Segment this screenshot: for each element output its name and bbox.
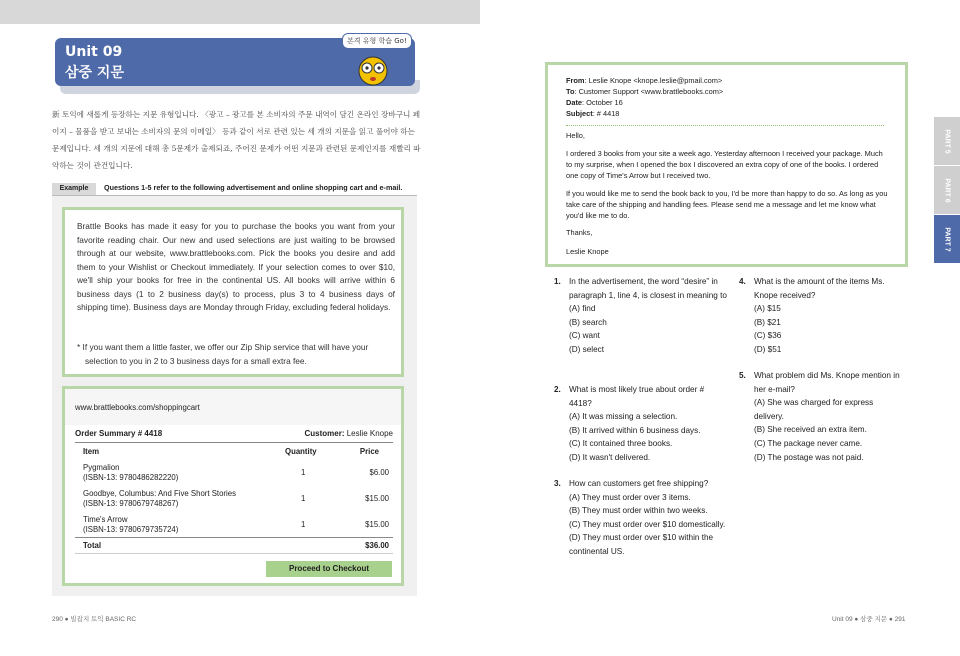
question-number: 2. (554, 385, 561, 394)
total-rule (75, 537, 393, 538)
option[interactable]: (C) It contained three books. (569, 439, 673, 449)
cart-item-isbn: (ISBN-13: 9780679748267) (83, 499, 179, 508)
example-tag: Example (52, 183, 96, 195)
go-badge: 본격 유형 학습 Go! (342, 33, 412, 49)
option[interactable]: (D) select (569, 344, 605, 354)
example-instruction: Questions 1-5 refer to the following advertisement and online shopping cart and e-mail. (104, 183, 403, 192)
advertisement-text: Brattle Books has made it easy for you to purchase the books you want from your favorite reading chair. Our new and used selections are just waiting to be browsed through at our website, www.brattlebooks.com. Pick the books you desire and add them to your Wishlist or Checkout immediately. If your selection comes to over $10, we'll ship your books for free in the continental US. All books will arrive within 6 business days (1 to 2 business day(s) to process, plus 3 to 4 business days of shipping time). Business days are Monday through Friday, excluding federal holidays. (77, 221, 395, 312)
proceed-to-checkout-button[interactable]: Proceed to Checkout (266, 561, 392, 577)
tab-part-5[interactable] (934, 117, 960, 165)
option[interactable]: (B) $21 (754, 317, 781, 327)
cart-item-title: Time's Arrow (83, 515, 128, 524)
cart-item-price: $15.00 (365, 494, 389, 503)
question-5 (739, 369, 905, 464)
option[interactable]: (B) It arrived within 6 business days. (569, 425, 701, 435)
cart-item-title: Pygmalion (83, 463, 120, 472)
total-label: Total (83, 541, 102, 550)
option[interactable]: (D) The postage was not paid. (754, 452, 864, 462)
email-to (566, 86, 723, 97)
from-value: : Leslie Knope <knope.leslie@pmail.com> (584, 76, 723, 85)
right-folio: Unit 09 ● 삼중 지문 ● 291 (832, 616, 906, 623)
email-header (566, 75, 723, 119)
cart-item-isbn: (ISBN-13: 9780486282220) (83, 473, 179, 482)
tab-label: PART 6 (943, 177, 951, 203)
option[interactable]: (A) She was charged for express delivery. (754, 398, 874, 421)
option[interactable]: (D) $51 (754, 344, 782, 354)
question-stem: How can customers get free shipping? (569, 479, 709, 488)
option[interactable]: (A) find (569, 304, 596, 314)
shopping-cart-box (62, 386, 404, 586)
advertisement-box (62, 207, 404, 377)
option[interactable]: (C) The package never came. (754, 438, 863, 448)
total-bottom-rule (75, 553, 393, 554)
question-stem: What problem did Ms. Knope mention in her e-mail? (754, 371, 900, 394)
total-value: $36.00 (365, 541, 389, 550)
option[interactable]: (A) It was missing a selection. (569, 412, 678, 422)
option[interactable]: (B) They must order within two weeks. (569, 506, 708, 516)
tab-part-6[interactable] (934, 166, 960, 214)
top-gray-band (0, 0, 480, 24)
intro-paragraph: 新 토익에 새롭게 등장하는 지문 유형입니다. 〈광고 – 광고를 본 소비자의 주문 내역이 담긴 온라인 장바구니 페이지 – 물품을 받고 보내는 소비자의 문의 이메일〉 등과 같이 서로 관련 있는 세 개의 지문을 읽고 풀어야 하는 문제입니다. 세 개의 지문에 대해 총 5문제가 출제되죠, 주어진 문제가 어떤 지문과 관련된 문제인지를 재빨리 파악하는 것이 관건입니다. (52, 110, 421, 170)
email-divider (566, 125, 884, 126)
subject-label: Subject (566, 109, 593, 118)
col-item: Item (83, 447, 100, 456)
email-paragraph-1: I ordered 3 books from your site a week ago. Yesterday afternoon I received your package. Much to my surprise, when I opened the box I discovered an extra copy of one of the books. I ordered one copy of Time's Arrow but I received two. (566, 149, 883, 180)
question-number: 4. (739, 277, 746, 286)
option[interactable]: (B) search (569, 317, 607, 327)
customer-label: Customer: (304, 429, 345, 438)
question-1 (554, 275, 729, 357)
question-2 (554, 383, 729, 465)
email-greeting: Hello, (566, 131, 585, 140)
order-summary: Order Summary # 4418 (75, 429, 163, 438)
order-summary-row (75, 425, 393, 443)
option[interactable]: (D) It wasn't delivered. (569, 452, 651, 462)
option[interactable]: (C) want (569, 331, 600, 341)
email-closing: Thanks, (566, 228, 593, 237)
from-label: From (566, 76, 585, 85)
left-folio: 290 ● 빌잡지 토익 BASIC RC (52, 616, 137, 623)
question-stem: What is the amount of the items Ms. Knope received? (754, 277, 885, 300)
part-tabs (934, 117, 960, 264)
unit-subtitle: 삼중 지문 (65, 65, 124, 81)
cart-url: www.brattlebooks.com/shoppingcart (65, 389, 401, 425)
col-quantity: Quantity (285, 447, 317, 456)
email-signature: Leslie Knope (566, 247, 609, 256)
customer-name: Leslie Knope (346, 429, 393, 438)
cart-item-price: $6.00 (369, 468, 389, 477)
email-from (566, 75, 723, 86)
date-value: : October 16 (582, 98, 623, 107)
col-price: Price (359, 447, 379, 456)
cart-item-qty: 1 (301, 520, 306, 529)
email-box (545, 62, 908, 267)
question-number: 1. (554, 277, 561, 286)
subject-value: : # 4418 (592, 109, 620, 118)
customer-info (304, 429, 393, 438)
cart-item-title: Goodbye, Columbus: And Five Short Stories (83, 489, 236, 498)
email-date (566, 97, 723, 108)
to-label: To (566, 87, 575, 96)
question-4 (739, 275, 905, 357)
email-paragraph-2: If you would like me to send the book back to you, I'd be more than happy to do so. As long as you take care of the shipping and handling fees. Please send me a message and let me know what you'd like me to do. (566, 189, 888, 220)
unit-title: Unit 09 (65, 44, 123, 60)
date-label: Date (566, 98, 583, 107)
advertisement-note: * If you want them a little faster, we offer our Zip Ship service that will have your selection to you in 2 to 3 business days for a small extra fee. (77, 342, 369, 366)
question-stem: What is most likely true about order # 4418? (569, 385, 705, 408)
to-value: : Customer Support <www.brattlebooks.com> (574, 87, 724, 96)
mascot-icon (355, 52, 391, 88)
cart-item-qty: 1 (301, 468, 306, 477)
cart-item-isbn: (ISBN-13: 9780679735724) (83, 525, 179, 534)
email-subject (566, 108, 723, 119)
cart-item-price: $15.00 (365, 520, 389, 529)
question-stem: In the advertisement, the word “desire” in paragraph 1, line 4, is closest in meaning to (569, 277, 727, 300)
cart-item-qty: 1 (301, 494, 306, 503)
option[interactable]: (C) They must order over $10 domestically. (569, 519, 726, 529)
option[interactable]: (C) $36 (754, 331, 782, 341)
option[interactable]: (D) They must order over $10 within the continental US. (569, 533, 714, 556)
tab-label: PART 7 (943, 226, 951, 252)
question-number: 5. (739, 371, 746, 380)
tab-part-7[interactable] (934, 215, 960, 263)
option[interactable]: (A) They must order over 3 items. (569, 492, 691, 502)
question-3 (554, 477, 729, 559)
tab-label: PART 5 (943, 128, 951, 154)
question-number: 3. (554, 479, 561, 488)
option[interactable]: (A) $15 (754, 304, 781, 314)
option[interactable]: (B) She received an extra item. (754, 425, 867, 435)
